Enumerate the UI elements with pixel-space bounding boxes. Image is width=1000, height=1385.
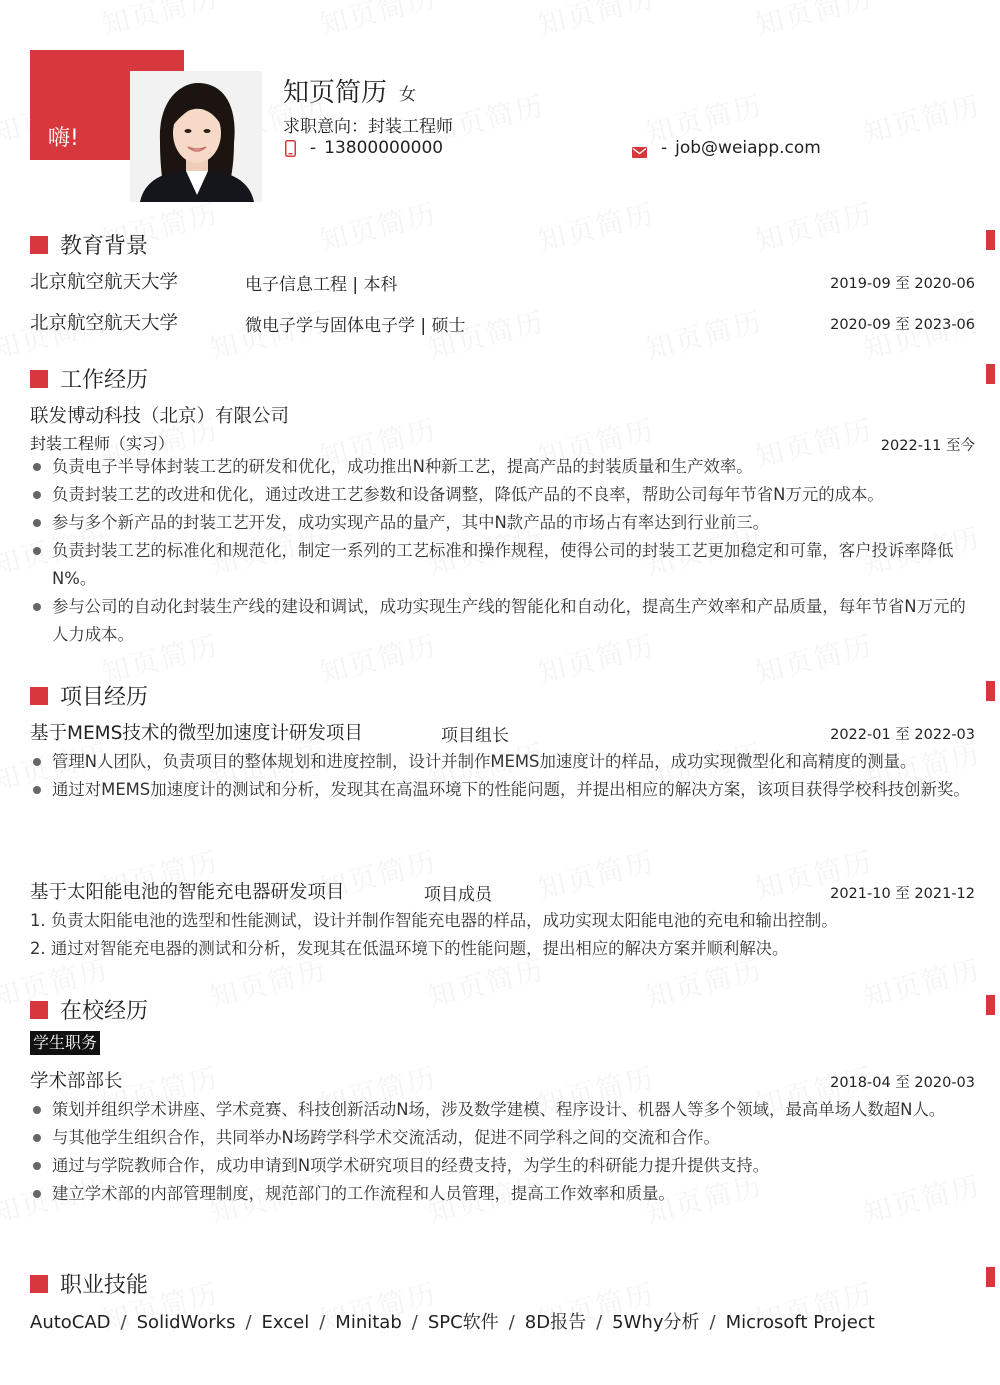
list-item: 策划并组织学术讲座、学术竞赛、科技创新活动N场，涉及数学建模、程序设计、机器人等多个领域，最高单场人数超N人。 [30, 1096, 975, 1124]
phone-contact [285, 138, 443, 158]
project-date-1: 2022-01 至 2022-03 [830, 727, 975, 743]
skill-separator: / [319, 1312, 326, 1333]
skill-separator: / [709, 1312, 716, 1333]
greeting: 嗨! [48, 126, 79, 151]
section-education-heading [30, 229, 148, 260]
work-role: 封装工程师（实习） [30, 434, 175, 453]
skill-item: 8D报告 [524, 1312, 587, 1333]
edu-major-2: 微电子学与固体电子学 | 硕士 [245, 316, 466, 336]
project-bullet-list-1 [30, 748, 975, 804]
list-item: 通过与学院教师合作，成功申请到N项学术研究项目的经费支持，为学生的科研能力提升提供支持。 [30, 1152, 975, 1180]
section-marker-square [30, 1001, 48, 1019]
skill-item: 5Why分析 [612, 1312, 700, 1333]
skill-separator: / [120, 1312, 127, 1333]
work-company: 联发博动科技（北京）有限公司 [30, 406, 290, 427]
list-item: 负责封装工艺的标准化和规范化，制定一系列的工艺标准和操作规程，使得公司的封装工艺更加稳定和可靠，客户投诉率降低N%。 [30, 537, 975, 593]
list-item: 参与公司的自动化封装生产线的建设和调试，成功实现生产线的智能化和自动化，提高生产效率和产品质量，每年节省N万元的人力成本。 [30, 593, 975, 649]
section-title: 项目经历 [60, 685, 149, 710]
list-item: 通过对MEMS加速度计的测试和分析，发现其在高温环境下的性能问题，并提出相应的解决方案，该项目获得学校科技创新奖。 [30, 776, 975, 804]
phone-separator: - [310, 138, 317, 158]
section-marker-square [30, 370, 48, 388]
email-contact [632, 138, 821, 158]
section-marker-square [30, 1275, 48, 1293]
skill-item: Microsoft Project [725, 1312, 875, 1333]
section-edge-marker [986, 1267, 995, 1287]
section-campus-heading [30, 994, 148, 1025]
section-title: 在校经历 [60, 999, 149, 1024]
edu-date-2: 2020-09 至 2023-06 [830, 317, 975, 333]
project-role-2: 项目成员 [424, 885, 492, 905]
campus-tag: 学生职务 [30, 1031, 100, 1055]
list-item: 参与多个新产品的封装工艺开发，成功实现产品的量产，其中N款产品的市场占有率达到行业前三。 [30, 509, 975, 537]
project-bullet-list-2 [30, 907, 975, 963]
section-title: 工作经历 [60, 368, 149, 393]
candidate-gender: 女 [399, 85, 416, 105]
list-item: 2. 通过对智能充电器的测试和分析，发现其在低温环境下的性能问题，提出相应的解决方案并顺利解决。 [30, 939, 789, 958]
edu-major-1: 电子信息工程 | 本科 [245, 275, 398, 295]
skill-separator: / [596, 1312, 603, 1333]
job-intent: 求职意向：封装工程师 [283, 117, 453, 137]
project-date-2: 2021-10 至 2021-12 [830, 886, 975, 902]
list-item: 负责电子半导体封装工艺的研发和优化，成功推出N种新工艺，提高产品的封装质量和生产效率。 [30, 453, 975, 481]
section-title: 教育背景 [60, 234, 149, 259]
edu-date-1: 2019-09 至 2020-06 [830, 276, 975, 292]
work-date: 2022-11 至今 [880, 438, 975, 454]
edu-school-1: 北京航空航天大学 [30, 272, 179, 293]
section-work-heading [30, 363, 148, 394]
section-edge-marker [986, 995, 995, 1015]
envelope-icon [632, 143, 647, 154]
campus-bullet-list [30, 1096, 975, 1208]
skill-item: SPC软件 [427, 1312, 499, 1333]
section-skills-heading [30, 1268, 148, 1299]
campus-date: 2018-04 至 2020-03 [830, 1075, 975, 1091]
skill-item: SolidWorks [136, 1312, 236, 1333]
section-title: 职业技能 [60, 1273, 149, 1298]
campus-role: 学术部部长 [30, 1071, 123, 1092]
skill-item: Minitab [335, 1312, 402, 1333]
project-role-1: 项目组长 [441, 726, 509, 746]
skill-separator: / [411, 1312, 418, 1333]
list-item: 1. 负责太阳能电池的选型和性能测试，设计并制作智能充电器的样品，成功实现太阳能电池的充电和输出控制。 [30, 911, 838, 930]
section-marker-square [30, 236, 48, 254]
list-item: 管理N人团队，负责项目的整体规划和进度控制，设计并制作MEMS加速度计的样品，成功实现微型化和高精度的测量。 [30, 748, 975, 776]
skill-item: Excel [261, 1312, 310, 1333]
list-item: 与其他学生组织合作，共同举办N场跨学科学术交流活动，促进不同学科之间的交流和合作。 [30, 1124, 975, 1152]
project-name-1: 基于MEMS技术的微型加速度计研发项目 [30, 723, 363, 744]
email-address[interactable]: job@weiapp.com [675, 138, 821, 158]
section-edge-marker [986, 364, 995, 384]
list-item: 建立学术部的内部管理制度，规范部门的工作流程和人员管理，提高工作效率和质量。 [30, 1180, 975, 1208]
skill-separator: / [245, 1312, 252, 1333]
list-item: 负责封装工艺的改进和优化，通过改进工艺参数和设备调整，降低产品的不良率，帮助公司每年节省N万元的成本。 [30, 481, 975, 509]
candidate-name: 知页简历 [283, 78, 388, 108]
profile-photo [130, 71, 262, 202]
skill-separator: / [508, 1312, 515, 1333]
project-name-2: 基于太阳能电池的智能充电器研发项目 [30, 882, 345, 903]
skill-item: AutoCAD [30, 1312, 111, 1333]
section-projects-heading [30, 680, 148, 711]
phone-number[interactable]: 13800000000 [324, 138, 444, 158]
email-separator: - [661, 138, 668, 158]
skills-list [30, 1308, 875, 1334]
edu-school-2: 北京航空航天大学 [30, 313, 179, 334]
section-edge-marker [986, 681, 995, 701]
section-edge-marker [986, 230, 995, 250]
phone-icon [285, 140, 296, 157]
section-marker-square [30, 687, 48, 705]
work-bullet-list [30, 453, 975, 649]
